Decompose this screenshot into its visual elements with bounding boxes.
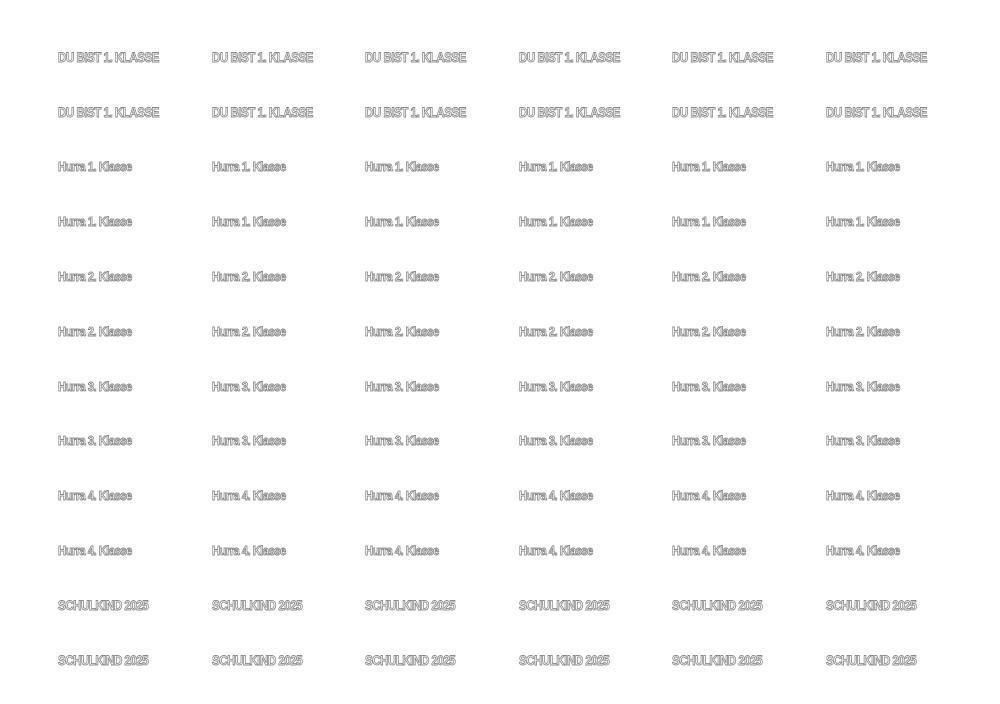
outline-text-label: Hurra 2. Klasse [825,323,900,339]
outline-text-label: Hurra 3. Klasse [825,433,900,449]
outline-text-label: Hurra 2. Klasse [825,269,900,285]
outline-text-label: SCHULKIND 2025 [672,597,763,613]
outline-text-label: Hurra 4. Klasse [365,488,439,504]
outline-text-label: Hurra 2. Klasse [58,269,132,285]
outline-text-label: SCHULKIND 2025 [825,652,917,668]
outline-text-label: Hurra 1. Klasse [518,214,593,230]
outline-text-label: SCHULKIND 2025 [518,597,609,613]
outline-text-label: Hurra 4. Klasse [518,488,593,504]
outline-text-label: Hurra 1. Klasse [58,214,132,230]
outline-text-label: Hurra 1. Klasse [211,159,286,175]
outline-text-label: Hurra 3. Klasse [58,433,132,449]
outline-text-label: Hurra 3. Klasse [672,378,747,394]
outline-text-label: DU BIST 1. KLASSE [672,104,774,120]
outline-text-label: Hurra 3. Klasse [211,433,286,449]
outline-text-label: SCHULKIND 2025 [518,652,609,668]
outline-text-label: DU BIST 1. KLASSE [518,104,620,120]
outline-text-label: Hurra 4. Klasse [672,488,747,504]
outline-text-label: Hurra 4. Klasse [211,488,286,504]
outline-text-label: Hurra 2. Klasse [518,269,593,285]
outline-text-label: Hurra 2. Klasse [672,323,747,339]
outline-text-label: Hurra 3. Klasse [825,378,900,394]
outline-text-label: Hurra 3. Klasse [672,433,747,449]
outline-text-label: Hurra 1. Klasse [825,159,900,175]
outline-text-label: DU BIST 1. KLASSE [365,49,467,65]
outline-text-label: SCHULKIND 2025 [58,652,149,668]
outline-text-label: Hurra 1. Klasse [825,214,900,230]
outline-text-label: Hurra 4. Klasse [58,543,132,559]
outline-text-label: Hurra 1. Klasse [58,159,132,175]
outline-text-label: SCHULKIND 2025 [58,597,149,613]
outline-text-label: Hurra 2. Klasse [211,323,286,339]
outline-text-label: DU BIST 1. KLASSE [825,104,927,120]
outline-text-label: SCHULKIND 2025 [211,652,302,668]
outline-text-label: Hurra 3. Klasse [365,433,439,449]
outline-text-label: DU BIST 1. KLASSE [825,49,927,65]
outline-text-label: Hurra 1. Klasse [672,214,747,230]
outline-text-label: DU BIST 1. KLASSE [365,104,467,120]
outline-text-label: Hurra 1. Klasse [211,214,286,230]
outline-text-label: SCHULKIND 2025 [365,652,456,668]
outline-text-label: Hurra 4. Klasse [825,488,900,504]
outline-text-label: Hurra 4. Klasse [58,488,132,504]
label-grid [58,30,980,688]
outline-text-label: DU BIST 1. KLASSE [211,104,313,120]
outline-text-label: Hurra 1. Klasse [365,159,439,175]
outline-text-label: Hurra 4. Klasse [672,543,747,559]
outline-text-label: Hurra 1. Klasse [518,159,593,175]
outline-text-label: SCHULKIND 2025 [825,597,917,613]
outline-text-label: Hurra 4. Klasse [211,543,286,559]
outline-text-label: Hurra 4. Klasse [825,543,900,559]
outline-text-label: SCHULKIND 2025 [365,597,456,613]
outline-text-label: Hurra 2. Klasse [365,269,439,285]
outline-text-label: DU BIST 1. KLASSE [518,49,620,65]
outline-text-label: Hurra 1. Klasse [365,214,439,230]
outline-text-label: SCHULKIND 2025 [672,652,763,668]
outline-text-label: Hurra 2. Klasse [672,269,747,285]
outline-text-label: Hurra 3. Klasse [211,378,286,394]
outline-text-label: DU BIST 1. KLASSE [211,49,313,65]
outline-text-label: DU BIST 1. KLASSE [58,49,159,65]
outline-text-label: Hurra 3. Klasse [58,378,132,394]
outline-text-label: Hurra 3. Klasse [518,433,593,449]
outline-text-label: Hurra 2. Klasse [58,323,132,339]
outline-text-label: Hurra 2. Klasse [211,269,286,285]
outline-text-label: Hurra 4. Klasse [365,543,439,559]
outline-text-label: SCHULKIND 2025 [211,597,302,613]
outline-text-label: DU BIST 1. KLASSE [58,104,159,120]
outline-text-label: Hurra 3. Klasse [365,378,439,394]
outline-text-label: Hurra 2. Klasse [365,323,439,339]
outline-text-label: Hurra 4. Klasse [518,543,593,559]
outline-text-label: Hurra 2. Klasse [518,323,593,339]
outline-text-label: Hurra 3. Klasse [518,378,593,394]
outline-text-label: DU BIST 1. KLASSE [672,49,774,65]
outline-text-label: Hurra 1. Klasse [672,159,747,175]
